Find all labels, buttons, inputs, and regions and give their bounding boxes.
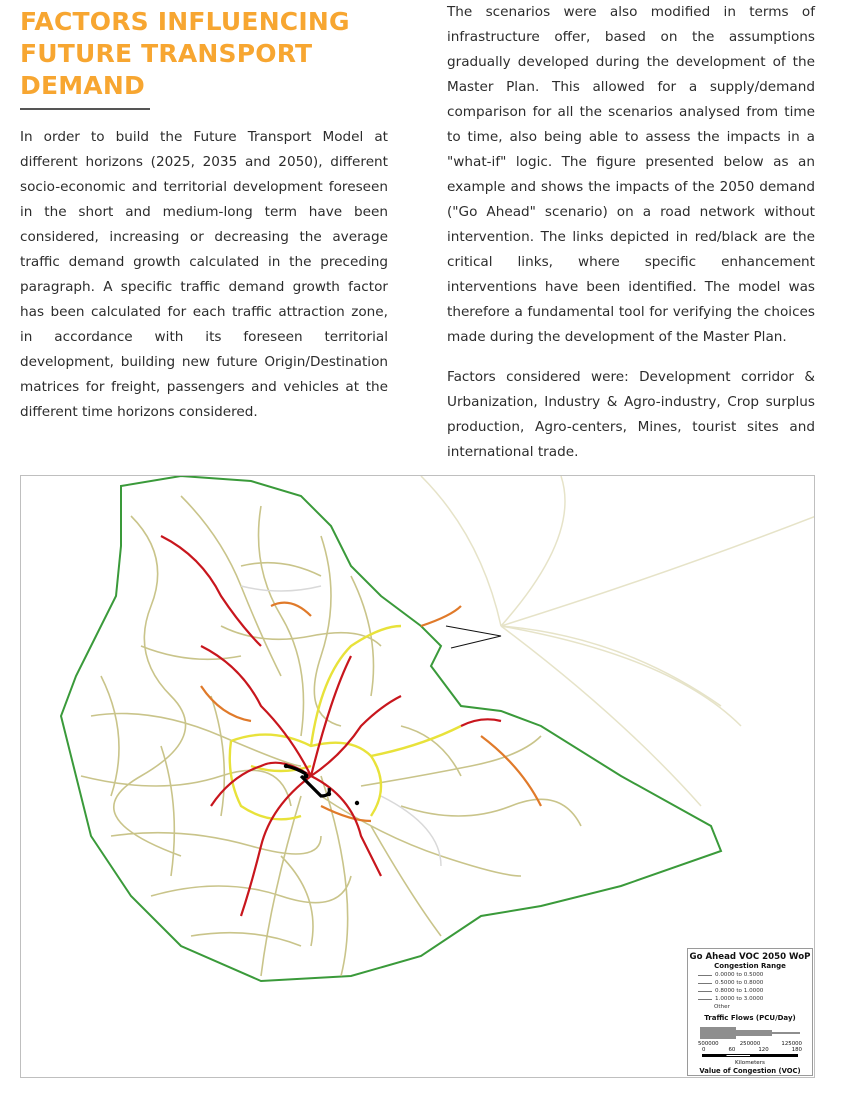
map-legend xyxy=(687,948,813,1076)
legend-flows-title: Traffic Flows (PCU/Day) xyxy=(704,1014,796,1022)
legend-flow-bars xyxy=(700,1025,800,1041)
title-line-1: FACTORS INFLUENCING xyxy=(20,7,350,36)
legend-scale-bar: 0 60 120 180 xyxy=(702,1048,798,1060)
legend-range-3: 0.8000 to 1.0000 xyxy=(698,987,812,995)
legend-range-other: Other xyxy=(714,1004,730,1010)
left-column xyxy=(20,6,388,425)
country-border xyxy=(61,476,721,981)
legend-range-4: 1.0000 to 3.0000 xyxy=(698,995,812,1003)
right-paragraph-1: The scenarios were also modified in terms of infrastructure offer, based on the assumptions gradually developed during the development of the Master Plan. This allowed for a supply/demand comparison for all the scenarios analysed from time to time, also being able to assess the impacts in a "what-if" logic. The figure presented below as an example and shows the impacts of the 2050 demand ("Go Ahead" scenario) on a road network without intervention. The links depicted in red/black are the critical links, where specific enhancement interventions have been identified. The model was therefore a fundamental tool for verifying the choices made during the development of the Master Plan. xyxy=(447,4,815,345)
legend-range-1: 0.0000 to 0.5000 xyxy=(698,971,812,979)
low-congestion-roads xyxy=(81,496,581,976)
medium-congestion-roads xyxy=(230,626,461,819)
road-network-map xyxy=(20,475,815,1078)
black-connector xyxy=(446,626,501,648)
legend-caption: Value of Congestion (VOC) xyxy=(699,1067,801,1075)
left-paragraph: In order to build the Future Transport Model at different horizons (2025, 2035 and 2050), different socio-economic and territorial development foreseen in the short and medium-long term have been considered, increasing or decreasing the average traffic demand growth calculated in the preceding paragraph. A specific traffic demand growth factor has been calculated for each traffic attraction zone, in accordance with its foreseen territorial development, building new future Origin/Destination matrices for freight, passengers and vehicles at the different time horizons considered. xyxy=(20,129,388,420)
title-line-3: DEMAND xyxy=(20,71,145,100)
title-underline xyxy=(20,108,150,110)
legend-range-2: 0.5000 to 0.8000 xyxy=(698,979,812,987)
legend-title: Go Ahead VOC 2050 WoP xyxy=(689,952,811,962)
legend-flow-values: 500000 250000 125000 xyxy=(698,1041,802,1047)
section-title xyxy=(20,6,388,102)
legend-scale-unit: Kilometers xyxy=(735,1060,765,1066)
right-paragraph-2: Factors considered were: Development corridor & Urbanization, Industry & Agro-industry, Crop surplus production, Agro-centers, Mines, tourist sites and international trade. xyxy=(447,369,815,460)
legend-subtitle: Congestion Range xyxy=(714,962,786,970)
right-column xyxy=(447,0,815,465)
title-line-2: FUTURE TRANSPORT xyxy=(20,39,313,68)
